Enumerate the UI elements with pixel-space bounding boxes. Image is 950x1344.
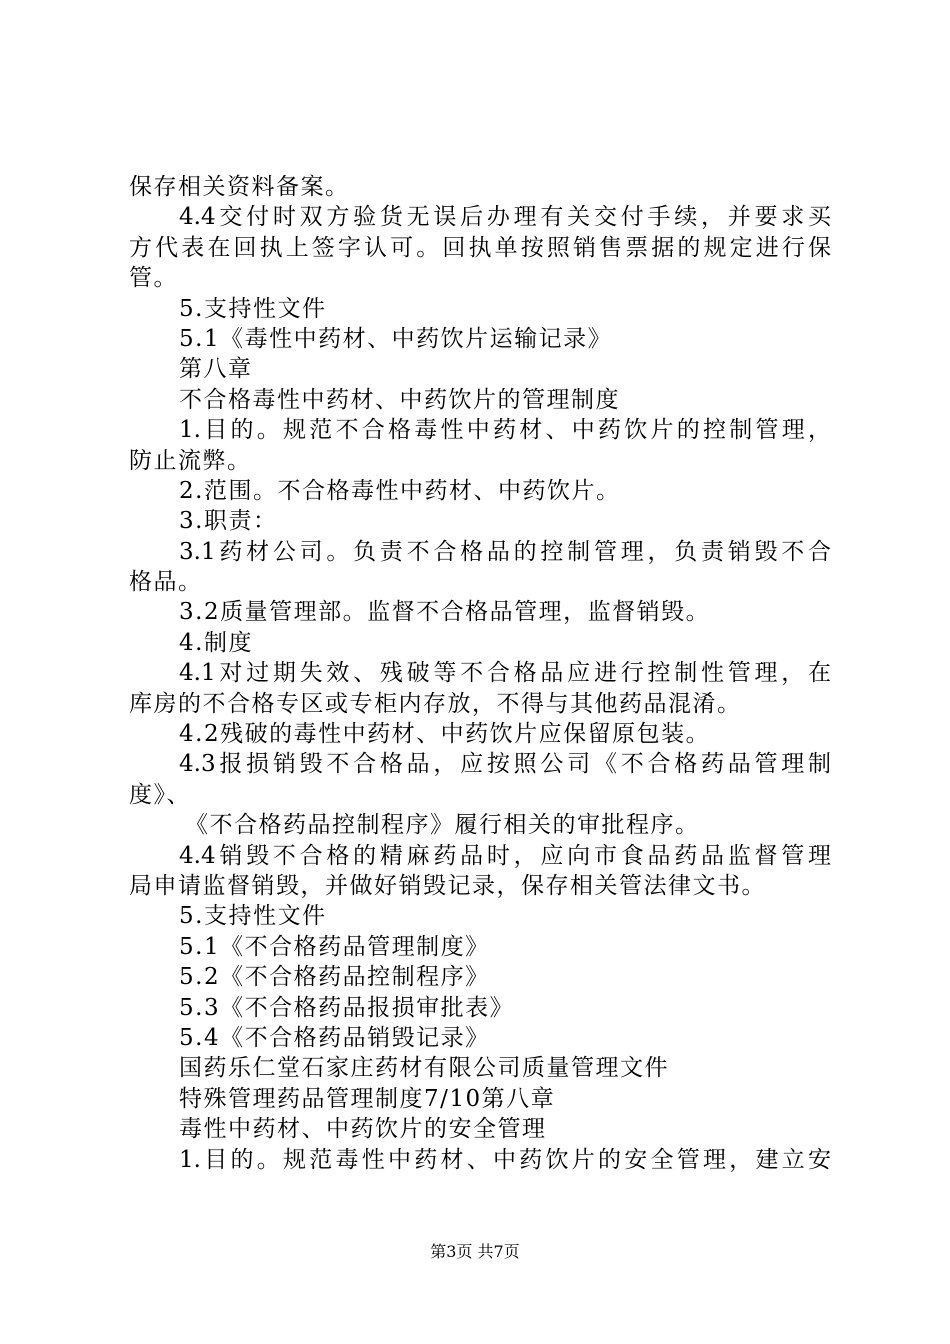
text-line: 《不合格药品控制程序》履行相关的审批程序。	[185, 812, 700, 839]
document-body	[129, 172, 831, 1175]
text-line: 3.职责：	[179, 508, 278, 535]
text-line: 毒性中药材、中药饮片的安全管理	[179, 1116, 547, 1143]
text-line: 5.支持性文件	[179, 903, 327, 930]
text-line: 不合格毒性中药材、中药饮片的管理制度	[179, 386, 620, 413]
page-footer: 第3页 共7页	[430, 1242, 520, 1261]
text-line: 3.2质量管理部。监督不合格品管理，监督销毁。	[179, 599, 711, 626]
text-line: 3.1药材公司。负责不合格品的控制管理，负责销毁不合	[179, 538, 831, 565]
text-line: 5.支持性文件	[179, 295, 327, 322]
text-line: 4.3报损销毁不合格品，应按照公司《不合格药品管理制	[179, 751, 831, 778]
text-line: 保存相关资料备案。	[129, 174, 350, 200]
text-line: 格品。	[129, 569, 203, 596]
text-line: 4.2残破的毒性中药材、中药饮片应保留原包装。	[179, 721, 711, 748]
text-line: 管。	[129, 265, 178, 292]
text-line: 度》、	[129, 781, 191, 808]
text-line: 4.1对过期失效、残破等不合格品应进行控制性管理，在	[179, 660, 831, 687]
text-line: 特殊管理药品管理制度7/10第八章	[179, 1085, 556, 1112]
text-line: 4.制度	[179, 629, 253, 656]
text-line: 5.3《不合格药品报损审批表》	[179, 994, 515, 1021]
text-line: 国药乐仁堂石家庄药材有限公司质量管理文件	[179, 1055, 669, 1082]
text-line: 2.范围。不合格毒性中药材、中药饮片。	[179, 477, 621, 504]
text-line: 1.目的。规范毒性中药材、中药饮片的安全管理，建立安	[179, 1146, 831, 1173]
text-line: 防止流弊。	[129, 447, 252, 474]
text-line: 局申请监督销毁，并做好销毁记录，保存相关管法律文书。	[129, 872, 766, 899]
text-line: 第八章	[179, 356, 253, 383]
text-line: 方代表在回执上签字认可。回执单按照销售票据的规定进行保	[129, 234, 831, 261]
text-line: 5.1《毒性中药材、中药饮片运输记录》	[179, 325, 613, 352]
text-line: 1.目的。规范不合格毒性中药材、中药饮片的控制管理，	[179, 417, 831, 444]
text-line: 库房的不合格专区或专柜内存放，不得与其他药品混淆。	[129, 690, 742, 717]
text-line: 5.4《不合格药品销毁记录》	[179, 1024, 490, 1051]
text-line: 5.2《不合格药品控制程序》	[179, 964, 490, 991]
text-line: 5.1《不合格药品管理制度》	[179, 933, 490, 960]
text-line: 4.4交付时双方验货无误后办理有关交付手续，并要求买	[179, 204, 831, 231]
text-line: 4.4销毁不合格的精麻药品时，应向市食品药品监督管理	[179, 842, 831, 869]
